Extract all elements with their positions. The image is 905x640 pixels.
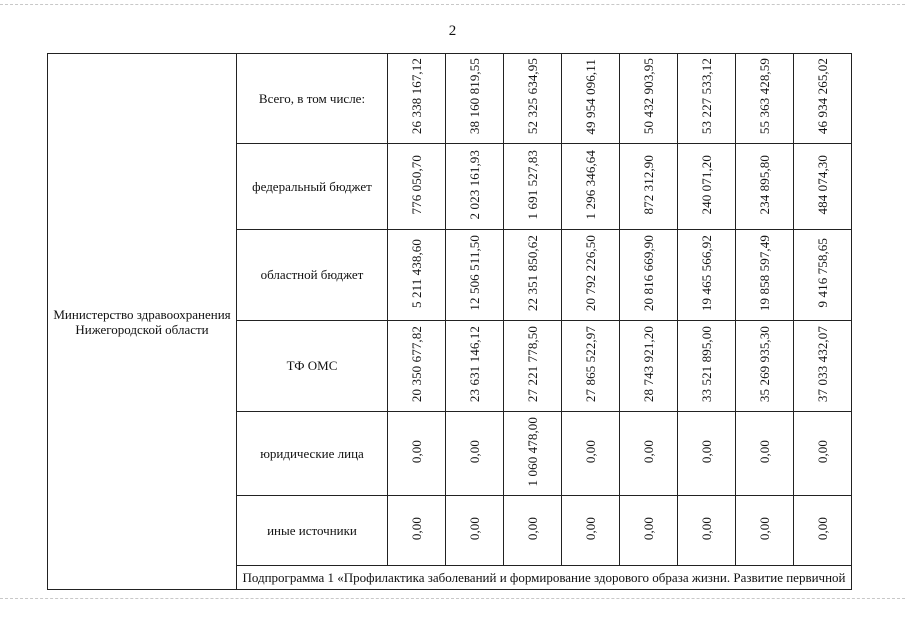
value-cell xyxy=(562,54,620,144)
value-cell xyxy=(504,412,562,496)
table-row xyxy=(48,54,852,144)
value-cell xyxy=(446,321,504,412)
amount-value: 0,00 xyxy=(698,439,714,464)
value-cell xyxy=(620,144,678,230)
amount-value: 27 865 522,97 xyxy=(582,325,598,403)
amount-value: 1 691 527,83 xyxy=(524,149,540,220)
amount-value: 28 743 921,20 xyxy=(640,325,656,403)
funding-source-label: федеральный бюджет xyxy=(237,144,388,230)
value-cell xyxy=(388,412,446,496)
funding-source-label: юридические лица xyxy=(237,412,388,496)
amount-value: 37 033 432,07 xyxy=(814,325,830,403)
amount-value: 12 506 511,50 xyxy=(466,235,482,311)
amount-value: 46 934 265,02 xyxy=(814,58,830,135)
amount-value: 0,00 xyxy=(640,439,656,464)
amount-value: 22 351 850,62 xyxy=(524,234,540,312)
amount-value: 1 296 346,64 xyxy=(582,149,598,220)
amount-value: 2 023 161,93 xyxy=(466,149,482,220)
value-cell xyxy=(446,496,504,566)
value-cell xyxy=(678,144,736,230)
value-cell xyxy=(388,144,446,230)
amount-value: 0,00 xyxy=(466,516,482,541)
value-cell xyxy=(736,144,794,230)
amount-value: 38 160 819,55 xyxy=(466,58,482,135)
amount-value: 0,00 xyxy=(640,516,656,541)
amount-value: 19 465 566,92 xyxy=(698,234,714,312)
value-cell xyxy=(388,496,446,566)
page-number: 2 xyxy=(448,23,457,39)
amount-value: 9 416 758,65 xyxy=(814,238,830,308)
value-cell xyxy=(678,496,736,566)
value-cell xyxy=(794,144,852,230)
value-cell xyxy=(678,321,736,412)
value-cell xyxy=(736,54,794,144)
value-cell xyxy=(446,230,504,321)
funding-source-label: Всего, в том числе: xyxy=(237,54,388,144)
funding-source-label: ТФ ОМС xyxy=(237,321,388,412)
amount-value: 26 338 167,12 xyxy=(408,58,424,135)
value-cell xyxy=(678,54,736,144)
value-cell xyxy=(562,144,620,230)
amount-value: 0,00 xyxy=(408,516,424,541)
amount-value: 35 269 935,30 xyxy=(756,325,772,403)
value-cell xyxy=(620,496,678,566)
value-cell xyxy=(446,412,504,496)
amount-value: 53 227 533,12 xyxy=(698,58,714,135)
value-cell xyxy=(388,54,446,144)
budget-table xyxy=(47,53,852,590)
value-cell xyxy=(794,412,852,496)
value-cell xyxy=(794,54,852,144)
value-cell xyxy=(794,496,852,566)
amount-value: 50 432 903,95 xyxy=(640,58,656,135)
value-cell xyxy=(736,412,794,496)
amount-value: 52 325 634,95 xyxy=(524,58,540,135)
value-cell xyxy=(620,412,678,496)
scan-edge-top xyxy=(0,4,905,6)
value-cell xyxy=(504,321,562,412)
amount-value: 1 060 478,00 xyxy=(524,416,540,487)
value-cell xyxy=(504,230,562,321)
value-cell xyxy=(794,321,852,412)
value-cell xyxy=(736,321,794,412)
amount-value: 240 071,20 xyxy=(698,154,714,215)
value-cell xyxy=(678,412,736,496)
amount-value: 0,00 xyxy=(582,516,598,541)
amount-value: 0,00 xyxy=(814,439,830,464)
value-cell xyxy=(736,230,794,321)
amount-value: 20 816 669,90 xyxy=(640,234,656,312)
amount-value: 23 631 146,12 xyxy=(466,325,482,403)
funding-source-label: иные источники xyxy=(237,496,388,566)
amount-value: 0,00 xyxy=(466,439,482,464)
value-cell xyxy=(736,496,794,566)
funding-source-label: областной бюджет xyxy=(237,230,388,321)
amount-value: 0,00 xyxy=(756,439,772,464)
amount-value: 0,00 xyxy=(698,516,714,541)
value-cell xyxy=(678,230,736,321)
value-cell xyxy=(562,412,620,496)
value-cell xyxy=(794,230,852,321)
amount-value: 49 954 096,11 xyxy=(582,58,598,135)
amount-value: 0,00 xyxy=(524,516,540,541)
amount-value: 55 363 428,59 xyxy=(756,58,772,135)
amount-value: 19 858 597,49 xyxy=(756,234,772,312)
amount-value: 20 350 677,82 xyxy=(408,325,424,403)
amount-value: 5 211 438,60 xyxy=(408,238,424,308)
amount-value: 872 312,90 xyxy=(640,154,656,215)
value-cell xyxy=(504,144,562,230)
amount-value: 776 050,70 xyxy=(408,154,424,215)
value-cell xyxy=(620,54,678,144)
subprogram-title: Подпрограмма 1 «Профилактика заболеваний и формирование здорового образа жизни. Развитие первичной xyxy=(237,566,852,590)
amount-value: 484 074,30 xyxy=(814,154,830,215)
value-cell xyxy=(388,230,446,321)
value-cell xyxy=(446,54,504,144)
value-cell xyxy=(504,54,562,144)
scan-edge-bottom xyxy=(0,598,905,600)
value-cell xyxy=(620,321,678,412)
amount-value: 234 895,80 xyxy=(756,154,772,215)
value-cell xyxy=(562,230,620,321)
organization-cell: Министерство здравоохранения Нижегородской области xyxy=(48,54,237,590)
amount-value: 0,00 xyxy=(582,439,598,464)
budget-table-body xyxy=(48,54,852,590)
value-cell xyxy=(620,230,678,321)
value-cell xyxy=(562,321,620,412)
value-cell xyxy=(562,496,620,566)
amount-value: 0,00 xyxy=(814,516,830,541)
amount-value: 27 221 778,50 xyxy=(524,325,540,403)
value-cell xyxy=(446,144,504,230)
amount-value: 20 792 226,50 xyxy=(582,234,598,312)
value-cell xyxy=(504,496,562,566)
amount-value: 33 521 895,00 xyxy=(698,325,714,403)
amount-value: 0,00 xyxy=(756,516,772,541)
amount-value: 0,00 xyxy=(408,439,424,464)
value-cell xyxy=(388,321,446,412)
